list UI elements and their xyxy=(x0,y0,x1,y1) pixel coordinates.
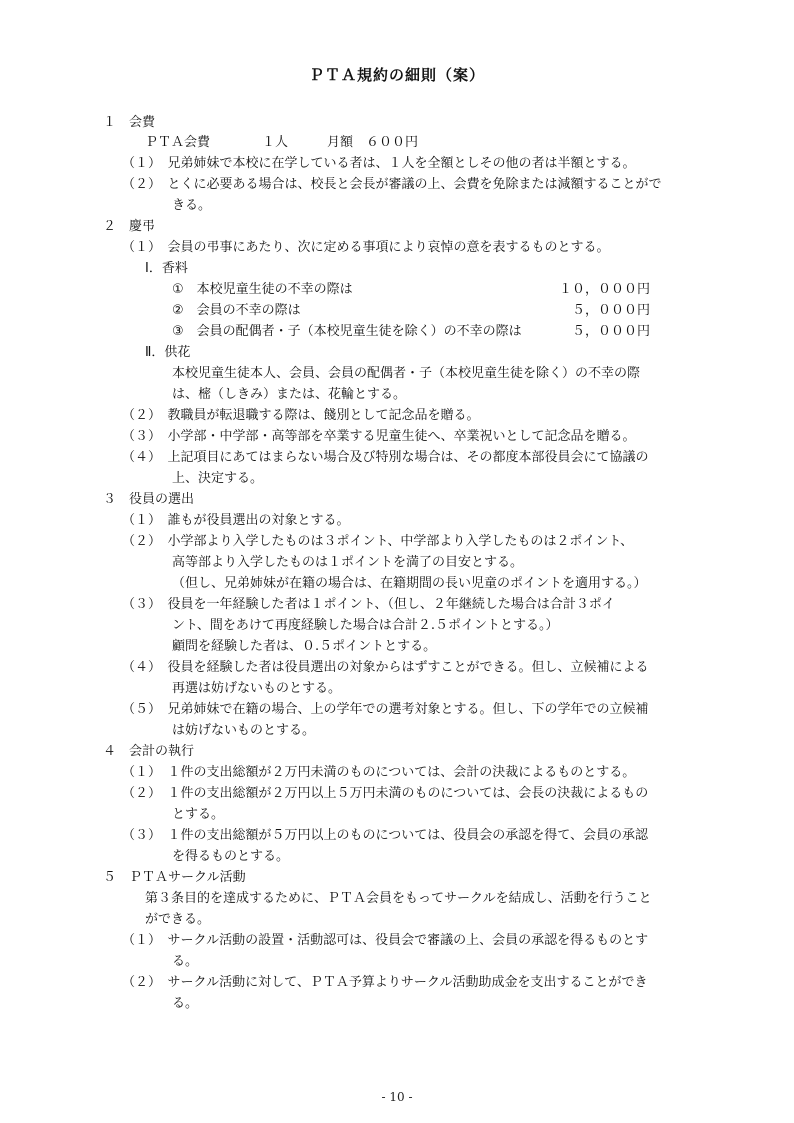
text-line: きる。 xyxy=(172,198,212,213)
text-line: Ⅰ．香料 xyxy=(145,261,188,276)
amount: １０，０００円 xyxy=(558,282,650,297)
text-line: ＰＴＡ会費 １人 月額 ６００円 xyxy=(145,135,419,150)
text-line: 顧問を経験した者は、０.５ポイントとする。 xyxy=(172,639,437,654)
text-line: （２） とくに必要ある場合は、校長と会長が審議の上、会費を免除または減額することがで xyxy=(122,177,662,192)
section-heading: ３ 役員の選出 xyxy=(103,492,195,507)
section-heading: ２ 慶弔 xyxy=(103,219,156,234)
text-line: （５） 兄弟姉妹で在籍の場合、上の学年での選考対象とする。但し、下の学年での立候補 xyxy=(122,702,649,717)
text-line: る。 xyxy=(172,954,199,969)
text-line: （３） 役員を一年経験した者は１ポイント、（但し、２年継続した場合は合計３ポイ xyxy=(122,597,615,612)
text-line: ② 会員の不幸の際は xyxy=(172,303,301,318)
text-line: は、樒（しきみ）または、花輪とする。 xyxy=(172,387,407,402)
text-line: 高等部より入学したものは１ポイントを満了の目安とする。 xyxy=(172,555,524,570)
text-line: （１） 会員の弔事にあたり、次に定める事項により哀悼の意を表するものとする。 xyxy=(122,240,610,255)
section-heading: １ 会費 xyxy=(103,115,156,130)
text-line: （２） 教職員が転退職する際は、餞別として記念品を贈る。 xyxy=(122,408,480,423)
section-heading: ５ ＰＴＡサークル活動 xyxy=(103,870,246,885)
text-line: ント、間をあけて再度経験した場合は合計２.５ポイントとする。） xyxy=(172,618,559,633)
text-line: 第３条目的を達成するために、ＰＴＡ会員をもってサークルを結成し、活動を行うこと xyxy=(145,891,652,906)
page-title: ＰＴＡ規約の細則（案） xyxy=(308,66,485,84)
text-line: （４） 役員を経験した者は役員選出の対象からはずすことができる。但し、立候補による xyxy=(122,660,649,675)
text-line: ① 本校児童生徒の不幸の際は xyxy=(172,282,353,297)
text-line: ③ 会員の配偶者・子（本校児童生徒を除く）の不幸の際は xyxy=(172,324,522,339)
text-line: （２） 小学部より入学したものは３ポイント、中学部より入学したものは２ポイント、 xyxy=(122,534,634,549)
page-number: - 10 - xyxy=(381,1090,413,1104)
text-line: る。 xyxy=(172,996,199,1011)
text-line: 再選は妨げないものとする。 xyxy=(172,681,342,696)
text-line: ができる。 xyxy=(145,912,211,927)
text-line: （４） 上記項目にあてはまらない場合及び特別な場合は、その都度本部役員会にて協議の xyxy=(122,450,649,465)
text-line: 本校児童生徒本人、会員、会員の配偶者・子（本校児童生徒を除く）の不幸の際 xyxy=(172,366,641,381)
text-line: （但し、兄弟姉妹が在籍の場合は、在籍期間の長い児童のポイントを適用する。） xyxy=(172,576,647,591)
text-line: （３） １件の支出総額が５万円以上のものについては、役員会の承認を得て、会員の承認 xyxy=(122,828,648,843)
text-line: を得るものとする。 xyxy=(172,849,290,864)
text-line: とする。 xyxy=(172,807,225,822)
text-line: （２） サークル活動に対して、ＰＴＡ予算よりサークル活動助成金を支出することができ xyxy=(122,975,648,990)
text-line: Ⅱ．供花 xyxy=(145,345,191,360)
text-line: （２） １件の支出総額が２万円以上５万円未満のものについては、会長の決裁によるもの xyxy=(122,786,649,801)
text-line: は妨げないものとする。 xyxy=(172,723,316,738)
amount: ５，０００円 xyxy=(571,303,650,318)
section-heading: ４ 会計の執行 xyxy=(103,744,195,759)
text-line: （３） 小学部・中学部・高等部を卒業する児童生徒へ、卒業祝いとして記念品を贈る。 xyxy=(122,429,636,444)
text-line: （１） サークル活動の設置・活動認可は、役員会で審議の上、会員の承認を得るものとす xyxy=(122,933,649,948)
text-line: （１） １件の支出総額が２万円未満のものについては、会計の決裁によるものとする。 xyxy=(122,765,636,780)
text-line: 上、決定する。 xyxy=(172,471,264,486)
text-line: （１） 誰もが役員選出の対象とする。 xyxy=(122,513,350,528)
text-line: （１） 兄弟姉妹で本校に在学している者は、１人を全額としその他の者は半額とする。 xyxy=(122,156,636,171)
amount: ５，０００円 xyxy=(571,324,650,339)
